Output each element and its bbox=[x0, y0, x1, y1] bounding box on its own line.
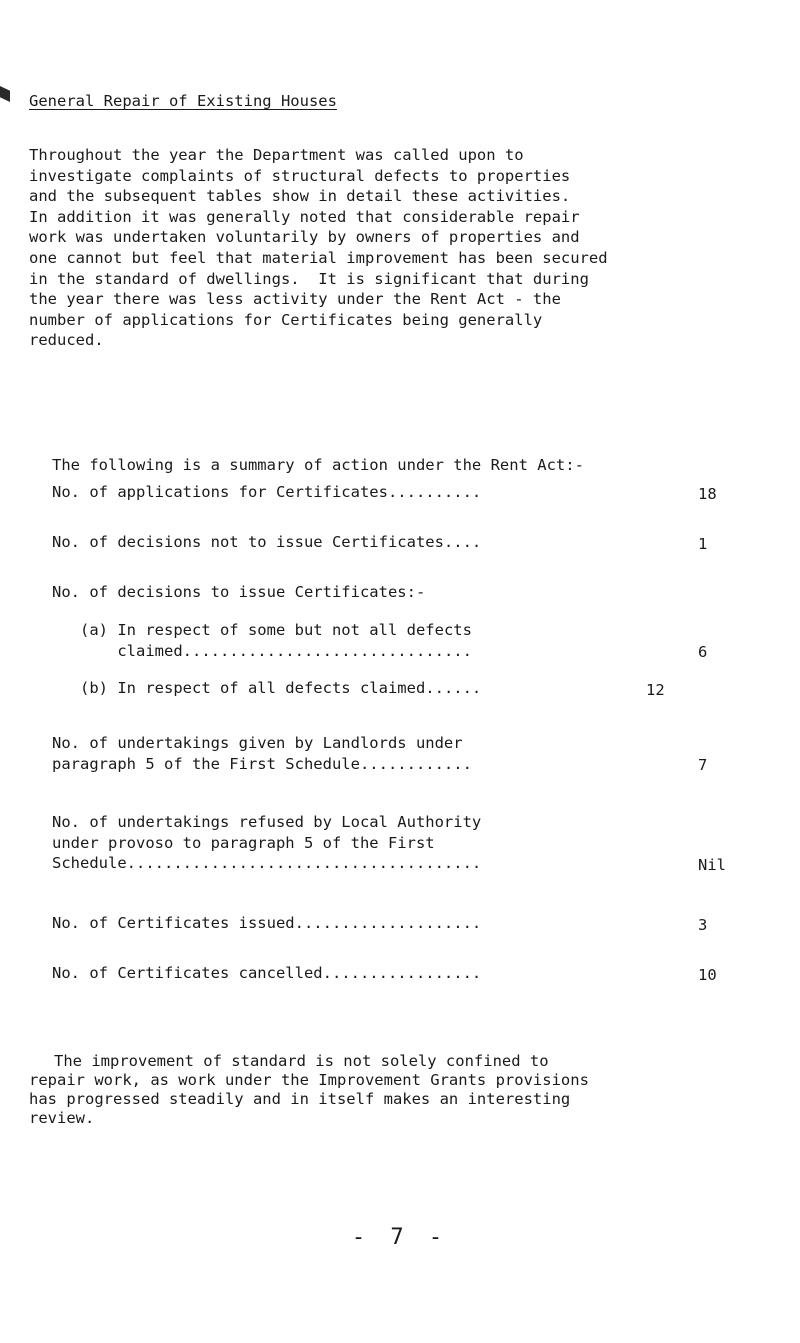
summary-row-undertakings-refused bbox=[52, 812, 752, 874]
summary-row-all-defects bbox=[80, 678, 780, 699]
row-value: 1 bbox=[698, 534, 708, 553]
intro-line: and the subsequent tables show in detail these activities. bbox=[29, 187, 571, 206]
summary-row-applications bbox=[52, 482, 752, 503]
row-value: 6 bbox=[698, 643, 708, 662]
page-number: - 7 - bbox=[351, 1225, 449, 1250]
closing-paragraph bbox=[29, 1052, 769, 1128]
closing-line: review. bbox=[29, 1109, 95, 1127]
intro-line: In addition it was generally noted that considerable repair bbox=[29, 207, 580, 226]
closing-line: repair work, as work under the Improvement Grants provisions bbox=[29, 1071, 589, 1089]
intro-line: Throughout the year the Department was called upon to bbox=[29, 146, 524, 164]
binding-mark bbox=[0, 86, 10, 102]
summary-row-certificates-issued bbox=[52, 913, 752, 934]
row-label: No. of undertakings given by Landlords under bbox=[52, 734, 463, 752]
row-label: No. of applications for Certificates.......... bbox=[52, 483, 482, 501]
intro-line: the year there was less activity under the Rent Act - the bbox=[29, 290, 561, 309]
row-value: 7 bbox=[698, 756, 708, 775]
row-value: 18 bbox=[698, 484, 717, 503]
row-label: (b) In respect of all defects claimed...... bbox=[80, 679, 482, 697]
row-label: No. of Certificates issued.................... bbox=[52, 914, 482, 932]
summary-row-partial-defects bbox=[80, 620, 780, 661]
row-label: No. of Certificates cancelled................. bbox=[52, 964, 482, 982]
intro-line: work was undertaken voluntarily by owners of properties and bbox=[29, 228, 580, 247]
intro-line: one cannot but feel that material improvement has been secured bbox=[29, 248, 608, 267]
summary-row-undertakings-given bbox=[52, 733, 752, 774]
row-label: No. of undertakings refused by Local Authority bbox=[52, 813, 482, 831]
row-value: 12 bbox=[646, 680, 665, 699]
closing-line: The improvement of standard is not solely confined to bbox=[54, 1052, 549, 1070]
row-label: claimed............................... bbox=[80, 641, 472, 660]
row-value: 10 bbox=[698, 965, 717, 984]
intro-line: investigate complaints of structural defects to properties bbox=[29, 166, 571, 185]
summary-row-decisions-not-issue bbox=[52, 532, 752, 553]
intro-paragraph bbox=[29, 145, 769, 351]
intro-line: reduced. bbox=[29, 331, 104, 350]
closing-line: has progressed steadily and in itself makes an interesting bbox=[29, 1090, 571, 1108]
row-value: 3 bbox=[698, 915, 708, 934]
section-heading: General Repair of Existing Houses bbox=[29, 92, 337, 110]
row-label: No. of decisions to issue Certificates:- bbox=[52, 583, 426, 601]
row-label: Schedule...................................... bbox=[52, 854, 482, 873]
row-label: No. of decisions not to issue Certificates.... bbox=[52, 533, 482, 551]
summary-row-certificates-cancelled bbox=[52, 963, 752, 984]
intro-line: number of applications for Certificates being generally bbox=[29, 310, 543, 329]
row-label: (a) In respect of some but not all defects bbox=[80, 621, 472, 639]
summary-intro: The following is a summary of action under the Rent Act:- bbox=[52, 456, 584, 474]
row-value: Nil bbox=[698, 855, 726, 874]
intro-line: in the standard of dwellings. It is significant that during bbox=[29, 269, 589, 288]
row-label: under provoso to paragraph 5 of the First bbox=[52, 833, 435, 852]
row-label: paragraph 5 of the First Schedule............ bbox=[52, 754, 472, 773]
summary-row-decisions-issue bbox=[52, 582, 752, 603]
